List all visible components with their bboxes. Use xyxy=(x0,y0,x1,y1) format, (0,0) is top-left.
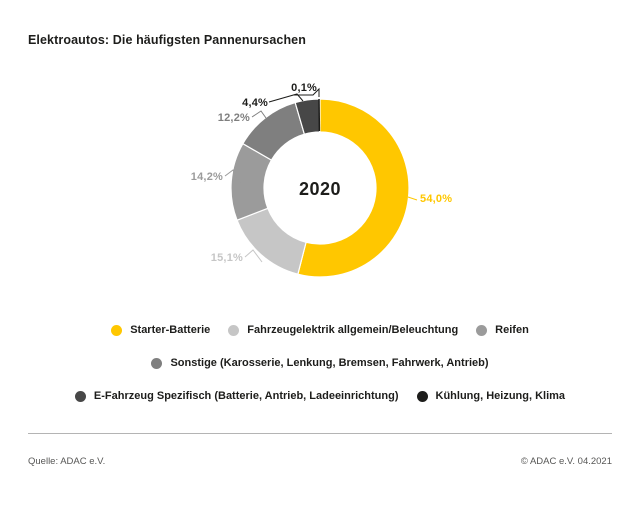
copyright-text: © ADAC e.V. 04.2021 xyxy=(520,456,612,467)
legend-item-sonstige xyxy=(151,357,488,369)
legend-label-fahrzeugelektrik: Fahrzeugelektrik allgemein/Beleuchtung xyxy=(247,324,459,336)
legend-label-kuehlung: Kühlung, Heizung, Klima xyxy=(435,390,566,402)
donut-center-year: 2020 xyxy=(298,179,342,199)
legend-dot-reifen xyxy=(476,325,487,336)
chart-title: Elektroautos: Die häufigsten Pannenursachen xyxy=(28,33,306,47)
legend-label-starter-batterie: Starter-Batterie xyxy=(130,324,211,336)
pct-label-sonstige: 12,2% xyxy=(217,112,250,124)
legend-dot-fahrzeugelektrik xyxy=(228,325,239,336)
footer-divider xyxy=(28,433,612,434)
pct-label-fahrzeugelektrik: 15,1% xyxy=(210,252,243,264)
legend-dot-kuehlung xyxy=(417,391,428,402)
legend-label-reifen: Reifen xyxy=(495,324,529,336)
legend-item-e-fahrzeug xyxy=(75,390,399,402)
legend-row-1 xyxy=(0,322,640,338)
legend-item-starter-batterie xyxy=(111,324,210,336)
legend-dot-starter-batterie xyxy=(111,325,122,336)
donut-slice-1 xyxy=(237,208,306,274)
legend-label-sonstige: Sonstige (Karosserie, Lenkung, Bremsen, Fahrwerk, Antrieb) xyxy=(170,357,489,369)
legend-dot-e-fahrzeug xyxy=(75,391,86,402)
pct-label-e-fahrzeug: 4,4% xyxy=(242,97,268,109)
legend xyxy=(0,322,640,421)
pct-label-kuehlung: 0,1% xyxy=(291,82,317,94)
leader-line-3 xyxy=(252,111,266,118)
legend-item-kuehlung xyxy=(417,390,566,402)
legend-row-3 xyxy=(0,388,640,404)
leader-line-0 xyxy=(408,197,417,200)
source-text: Quelle: ADAC e.V. xyxy=(28,456,106,467)
legend-dot-sonstige xyxy=(151,358,162,369)
legend-row-2 xyxy=(0,355,640,371)
legend-item-reifen xyxy=(476,324,529,336)
pct-label-reifen: 14,2% xyxy=(190,171,223,183)
legend-item-fahrzeugelektrik xyxy=(228,324,458,336)
legend-label-e-fahrzeug: E-Fahrzeug Spezifisch (Batterie, Antrieb, Ladeeinrichtung) xyxy=(93,390,399,402)
pct-label-starter-batterie: 54,0% xyxy=(420,193,453,205)
